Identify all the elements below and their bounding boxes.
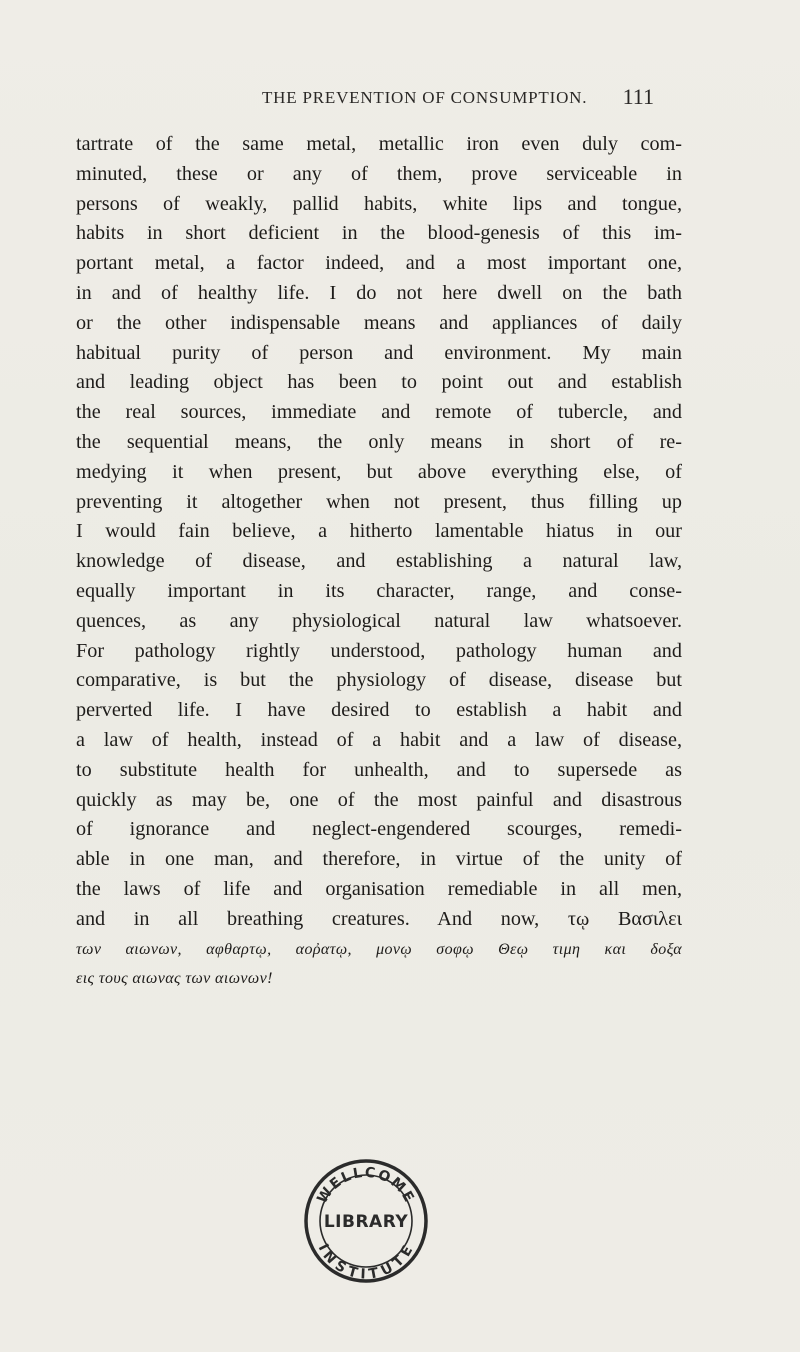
text-line: minuted, these or any of them, prove serviceable in [76,162,682,185]
stamp-bottom-text: INSTITUTE [314,1241,418,1283]
text-line: preventing it altogether when not present, thus filling up [76,490,682,513]
text-line: habitual purity of person and environment. My main [76,341,682,364]
running-title: THE PREVENTION OF CONSUMPTION. [262,88,588,107]
text-line: or the other indispensable means and appliances of daily [76,311,682,334]
text-line: habits in short deficient in the blood-genesis of this im- [76,222,682,245]
text-line: equally important in its character, range, and conse- [76,579,682,602]
text-line: I would fain believe, a hitherto lamentable hiatus in our [76,520,682,543]
text-line: medying it when present, but above everything else, of [76,460,682,483]
greek-text-line: των αιωνων, αφθαρτῳ, αοῤατῳ, μονῳ σοφῳ Θεῳ τιμη και δοξα [76,940,682,958]
text-line: to substitute health for unhealth, and to supersede as [76,758,682,781]
body-text [76,130,682,994]
text-line: able in one man, and therefore, in virtue of the unity of [76,848,682,871]
library-stamp [302,1157,430,1285]
text-line: and leading object has been to point out and establish [76,371,682,394]
stamp-top-text: WELLCOME [314,1164,418,1207]
text-line: a law of health, instead of a habit and a law of disease, [76,728,682,751]
text-line: the sequential means, the only means in short of re- [76,430,682,453]
text-line: the laws of life and organisation remediable in all men, [76,877,682,900]
page-number: 111 [622,84,654,109]
text-line: comparative, is but the physiology of disease, disease but [76,669,682,692]
text-line: tartrate of the same metal, metallic iron even duly com- [76,133,682,155]
text-line: perverted life. I have desired to establish a habit and [76,699,682,722]
text-line: the real sources, immediate and remote of tubercle, and [76,401,682,424]
text-line: knowledge of disease, and establishing a natural law, [76,550,682,573]
text-line: in and of healthy life. I do not here dwell on the bath [76,281,682,304]
text-line: portant metal, a factor indeed, and a most important one, [76,252,682,275]
text-line: persons of weakly, pallid habits, white lips and tongue, [76,192,682,215]
stamp-center-text: LIBRARY [323,1212,409,1232]
text-line: of ignorance and neglect-engendered scourges, remedi- [76,818,682,841]
text-line: quickly as may be, one of the most painful and disastrous [76,788,682,811]
text-line: For pathology rightly understood, pathology human and [76,639,682,662]
running-head [262,84,682,112]
greek-text-line: εις τους αιωνας των αιωνων! [76,970,273,988]
text-line: and in all breathing creatures. And now, τῳ Βασιλει [76,907,682,930]
text-line: quences, as any physiological natural law whatsoever. [76,609,682,632]
